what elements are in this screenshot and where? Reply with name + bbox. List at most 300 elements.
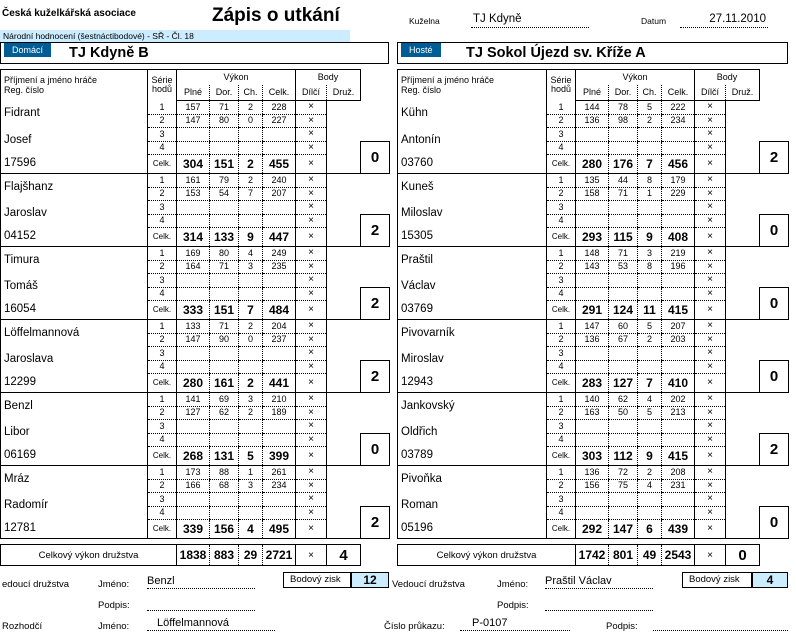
series-misses[interactable] [239,420,263,434]
series-total[interactable] [263,433,296,447]
total-row-label: Celk. [148,301,177,320]
series-number: 1 [148,174,177,188]
series-full[interactable] [177,201,210,215]
series-clear[interactable] [609,128,638,142]
series-clear[interactable] [210,433,239,447]
player-points: 0 [760,506,789,539]
partial-points-mark: × [695,187,726,201]
series-misses[interactable] [239,274,263,288]
series-row [398,420,789,434]
series-total[interactable]: 235 [263,260,296,274]
series-misses[interactable] [638,287,662,301]
series-misses[interactable]: 8 [638,174,662,188]
series-full[interactable] [576,506,609,520]
series-full[interactable]: 147 [576,320,609,334]
away-total-x-mark: × [695,545,726,566]
total-clear: 115 [609,228,638,247]
series-clear[interactable]: 50 [609,406,638,420]
series-clear[interactable]: 71 [210,101,239,115]
series-clear[interactable]: 67 [609,333,638,347]
series-full[interactable]: 136 [576,114,609,128]
series-row [1,393,390,407]
series-total[interactable]: 228 [263,101,296,115]
series-clear[interactable] [609,420,638,434]
series-misses[interactable]: 5 [638,406,662,420]
document-title: Zápis o utkání [212,5,340,26]
series-header [148,70,177,101]
series-number: 1 [547,101,576,115]
series-misses[interactable]: 1 [638,187,662,201]
series-full[interactable]: 157 [177,101,210,115]
away-team-bar [397,42,788,64]
partial-points-mark: × [695,520,726,539]
series-misses[interactable]: 3 [239,260,263,274]
series-full[interactable] [576,141,609,155]
series-full[interactable]: 135 [576,174,609,188]
series-full[interactable] [576,274,609,288]
series-misses[interactable] [638,506,662,520]
total-sum: 399 [263,447,296,466]
series-total[interactable] [662,433,695,447]
series-misses[interactable]: 4 [638,479,662,493]
series-clear[interactable]: 71 [210,320,239,334]
series-total[interactable] [662,201,695,215]
series-full[interactable]: 166 [177,479,210,493]
series-total[interactable]: 203 [662,333,695,347]
series-misses[interactable] [239,201,263,215]
series-row [398,393,789,407]
series-misses[interactable] [638,128,662,142]
series-full[interactable] [177,433,210,447]
series-full[interactable] [177,274,210,288]
player-points: 0 [760,287,789,320]
series-misses[interactable] [638,493,662,507]
total-row-label: Celk. [547,520,576,539]
series-full[interactable] [576,287,609,301]
home-total-x-mark: × [296,545,327,566]
away-team-points: 0 [726,545,760,566]
player-reg-no: 12943 [398,374,547,393]
series-clear[interactable] [210,128,239,142]
partial-points-mark: × [296,214,327,228]
series-clear[interactable] [210,201,239,215]
series-total[interactable] [662,360,695,374]
series-full[interactable] [177,360,210,374]
series-row [1,174,390,188]
series-number: 4 [148,360,177,374]
series-full[interactable]: 153 [177,187,210,201]
series-total[interactable]: 234 [263,479,296,493]
series-total[interactable]: 261 [263,466,296,480]
away-signature-label: Podpis: [497,600,529,611]
series-clear[interactable]: 90 [210,333,239,347]
home-team-name: TJ Kdyně B [69,45,149,61]
referee-name[interactable]: Löffelmannová [147,616,275,631]
series-misses[interactable]: 3 [638,247,662,261]
player-firstname: Jaroslav [1,201,148,228]
series-clear[interactable]: 44 [609,174,638,188]
series-full[interactable]: 136 [576,333,609,347]
series-misses[interactable] [638,201,662,215]
series-clear[interactable]: 80 [210,114,239,128]
series-misses[interactable] [239,433,263,447]
clear-header: Dor. [210,85,239,101]
series-clear[interactable]: 79 [210,174,239,188]
partial-points-mark: × [296,466,327,480]
player-firstname: Oldřich [398,420,547,447]
series-full[interactable] [576,420,609,434]
series-misses[interactable]: 0 [239,333,263,347]
series-total[interactable] [263,506,296,520]
series-misses[interactable]: 2 [239,406,263,420]
series-clear[interactable] [210,347,239,361]
player-total-row [1,520,390,539]
series-clear[interactable]: 98 [609,114,638,128]
partial-points-mark: × [296,114,327,128]
partial-points-mark: × [695,320,726,334]
series-clear[interactable]: 88 [210,466,239,480]
series-clear[interactable]: 68 [210,479,239,493]
player-reg-no: 16054 [1,301,148,320]
series-full[interactable]: 161 [177,174,210,188]
away-leader-label: Vedoucí družstva [392,579,465,590]
series-total[interactable]: 229 [662,187,695,201]
series-total[interactable]: 208 [662,466,695,480]
series-total[interactable] [263,201,296,215]
series-full[interactable]: 133 [177,320,210,334]
series-total[interactable] [263,360,296,374]
series-number: 4 [547,433,576,447]
series-clear[interactable] [210,360,239,374]
series-full[interactable] [576,347,609,361]
series-clear[interactable]: 62 [210,406,239,420]
player-reg-no: 03760 [398,155,547,174]
series-number: 4 [547,141,576,155]
player-firstname: Miroslav [398,347,547,374]
series-total[interactable]: 210 [263,393,296,407]
series-full[interactable]: 136 [576,466,609,480]
clear-header: Dor. [609,85,638,101]
series-clear[interactable] [210,141,239,155]
series-misses[interactable] [239,493,263,507]
series-clear[interactable] [609,214,638,228]
home-leader-name[interactable]: Benzl [147,574,255,589]
home-signature-field[interactable] [147,596,255,611]
player-firstname: Radomír [1,493,148,520]
series-number: 3 [547,201,576,215]
series-misses[interactable] [638,433,662,447]
series-misses[interactable]: 2 [638,114,662,128]
series-clear[interactable] [609,201,638,215]
series-misses[interactable]: 2 [638,333,662,347]
series-full[interactable] [177,420,210,434]
total-misses: 7 [638,155,662,174]
series-total[interactable] [662,493,695,507]
total-full: 280 [576,155,609,174]
series-full[interactable] [576,201,609,215]
series-misses[interactable] [638,347,662,361]
series-full[interactable]: 143 [576,260,609,274]
series-full[interactable]: 127 [177,406,210,420]
series-full[interactable]: 156 [576,479,609,493]
total-clear: 147 [609,520,638,539]
series-total[interactable] [263,128,296,142]
series-number: 2 [148,406,177,420]
series-misses[interactable]: 3 [239,393,263,407]
series-clear[interactable]: 69 [210,393,239,407]
series-number: 2 [148,260,177,274]
total-row-label: Celk. [547,301,576,320]
series-number: 3 [148,347,177,361]
series-full[interactable]: 173 [177,466,210,480]
series-row [1,466,390,480]
series-total[interactable]: 222 [662,101,695,115]
series-number: 4 [547,214,576,228]
series-full[interactable] [177,347,210,361]
series-misses[interactable]: 8 [638,260,662,274]
series-total[interactable] [662,420,695,434]
series-total[interactable] [263,274,296,288]
series-clear[interactable] [210,420,239,434]
series-total[interactable]: 227 [263,114,296,128]
series-full[interactable] [177,141,210,155]
venue-field[interactable]: TJ Kdyně [471,11,589,28]
total-misses: 5 [239,447,263,466]
partial-points-mark: × [296,128,327,142]
card-no[interactable]: P-0107 [460,616,570,631]
series-misses[interactable] [239,360,263,374]
series-total[interactable]: 179 [662,174,695,188]
series-number: 1 [547,393,576,407]
player-firstname: Josef [1,128,148,155]
series-misses[interactable] [638,420,662,434]
player-firstname: Miloslav [398,201,547,228]
series-clear[interactable] [609,287,638,301]
series-clear[interactable] [609,347,638,361]
series-total[interactable] [662,506,695,520]
partial-points-mark: × [695,393,726,407]
series-clear[interactable] [210,214,239,228]
total-row-label: Celk. [148,228,177,247]
player-points: 0 [361,433,390,466]
series-number: 1 [148,393,177,407]
series-full[interactable] [177,493,210,507]
series-total[interactable]: 204 [263,320,296,334]
series-number: 2 [547,333,576,347]
series-total[interactable] [263,420,296,434]
series-clear[interactable]: 75 [609,479,638,493]
series-number: 3 [547,347,576,361]
series-misses[interactable]: 2 [239,101,263,115]
series-misses[interactable]: 0 [239,114,263,128]
total-sum: 441 [263,374,296,393]
series-total[interactable]: 213 [662,406,695,420]
series-misses[interactable]: 2 [638,466,662,480]
series-clear[interactable]: 54 [210,187,239,201]
series-total[interactable] [662,128,695,142]
series-header [547,70,576,101]
series-misses[interactable] [638,214,662,228]
series-clear[interactable] [210,506,239,520]
series-misses[interactable] [239,214,263,228]
series-total[interactable]: 207 [662,320,695,334]
player-total-row [1,301,390,320]
series-clear[interactable]: 72 [609,466,638,480]
away-team-total-label: Celkový výkon družstva [398,545,576,566]
series-row [398,101,789,115]
series-misses[interactable] [239,287,263,301]
series-full[interactable] [576,214,609,228]
series-misses[interactable]: 4 [239,247,263,261]
series-full[interactable]: 158 [576,187,609,201]
series-total[interactable] [662,287,695,301]
series-misses[interactable]: 5 [638,101,662,115]
player-total-row [398,228,789,247]
series-full[interactable] [576,128,609,142]
series-misses[interactable]: 2 [239,320,263,334]
partial-points-mark: × [296,141,327,155]
series-clear[interactable] [609,493,638,507]
series-full[interactable]: 148 [576,247,609,261]
series-misses[interactable] [638,360,662,374]
league-label: Národní hodnocení (šestnáctibodové) - SŘ - Čl. 18 [0,30,350,42]
series-total[interactable] [263,493,296,507]
series-total[interactable] [263,141,296,155]
partial-points-mark: × [296,433,327,447]
series-misses[interactable] [638,141,662,155]
home-total-sum: 2721 [263,545,296,566]
series-misses[interactable] [239,128,263,142]
series-clear[interactable] [210,274,239,288]
series-misses[interactable] [638,274,662,288]
series-full[interactable] [576,360,609,374]
series-clear[interactable] [210,287,239,301]
total-misses: 2 [239,155,263,174]
series-full[interactable]: 140 [576,393,609,407]
total-clear: 161 [210,374,239,393]
series-clear[interactable]: 71 [210,260,239,274]
performance-header: Výkon [576,70,695,86]
series-clear[interactable]: 78 [609,101,638,115]
series-total[interactable] [662,274,695,288]
series-full[interactable]: 147 [177,114,210,128]
series-clear[interactable] [609,360,638,374]
series-misses[interactable]: 2 [239,174,263,188]
series-full[interactable] [177,214,210,228]
series-number: 4 [148,506,177,520]
series-total[interactable]: 202 [662,393,695,407]
series-clear[interactable] [210,493,239,507]
series-clear[interactable]: 53 [609,260,638,274]
series-full[interactable]: 144 [576,101,609,115]
player-total-row [398,374,789,393]
series-total[interactable]: 249 [263,247,296,261]
series-number: 2 [148,479,177,493]
series-total[interactable]: 196 [662,260,695,274]
series-full[interactable]: 147 [177,333,210,347]
player-surname: Fidrant [1,101,148,128]
series-misses[interactable]: 1 [239,466,263,480]
series-misses[interactable] [239,506,263,520]
series-row [1,320,390,334]
series-full[interactable] [177,506,210,520]
series-total[interactable]: 219 [662,247,695,261]
series-misses[interactable] [239,141,263,155]
full-header: Plné [177,85,210,101]
series-total[interactable]: 189 [263,406,296,420]
series-clear[interactable]: 71 [609,247,638,261]
series-header-1: Série [151,74,173,85]
partial-points-mark: × [296,333,327,347]
series-full[interactable] [576,493,609,507]
series-total[interactable]: 240 [263,174,296,188]
referee-label: Rozhodčí [2,621,43,632]
series-clear[interactable] [609,506,638,520]
series-number: 4 [547,287,576,301]
misses-header: Ch. [239,85,263,101]
series-misses[interactable] [239,347,263,361]
series-full[interactable]: 141 [177,393,210,407]
player-total-row [1,228,390,247]
series-misses[interactable]: 3 [239,479,263,493]
points-header: Body [296,70,361,86]
series-total[interactable] [662,141,695,155]
away-signature-field[interactable] [545,596,653,611]
partial-points-mark: × [296,493,327,507]
referee-signature-label: Podpis: [606,621,638,632]
series-total[interactable] [263,214,296,228]
partial-points-mark: × [695,333,726,347]
series-full[interactable]: 164 [177,260,210,274]
series-number: 1 [547,320,576,334]
date-field[interactable]: 27.11.2010 [680,11,768,28]
series-clear[interactable] [609,433,638,447]
series-full[interactable]: 163 [576,406,609,420]
away-leader-name[interactable]: Praštil Václav [545,574,653,589]
series-total[interactable]: 207 [263,187,296,201]
series-misses[interactable]: 5 [638,320,662,334]
series-clear[interactable]: 62 [609,393,638,407]
series-clear[interactable] [609,274,638,288]
series-row [1,101,390,115]
series-clear[interactable]: 80 [210,247,239,261]
total-clear: 151 [210,301,239,320]
series-clear[interactable]: 71 [609,187,638,201]
series-total[interactable]: 234 [662,114,695,128]
series-total[interactable] [662,347,695,361]
series-full[interactable]: 169 [177,247,210,261]
series-clear[interactable] [609,141,638,155]
series-total[interactable] [263,287,296,301]
series-clear[interactable]: 60 [609,320,638,334]
series-misses[interactable]: 4 [638,393,662,407]
series-full[interactable] [177,128,210,142]
series-full[interactable] [177,287,210,301]
series-misses[interactable]: 7 [239,187,263,201]
series-total[interactable] [263,347,296,361]
series-total[interactable] [662,214,695,228]
series-number: 3 [148,201,177,215]
player-reg-no: 06169 [1,447,148,466]
series-row [1,247,390,261]
partial-points-mark: × [296,187,327,201]
total-header: Celk. [263,85,296,101]
series-total[interactable]: 231 [662,479,695,493]
series-total[interactable]: 237 [263,333,296,347]
series-full[interactable] [576,433,609,447]
partial-points-mark: × [296,393,327,407]
referee-signature-field[interactable] [653,616,788,631]
